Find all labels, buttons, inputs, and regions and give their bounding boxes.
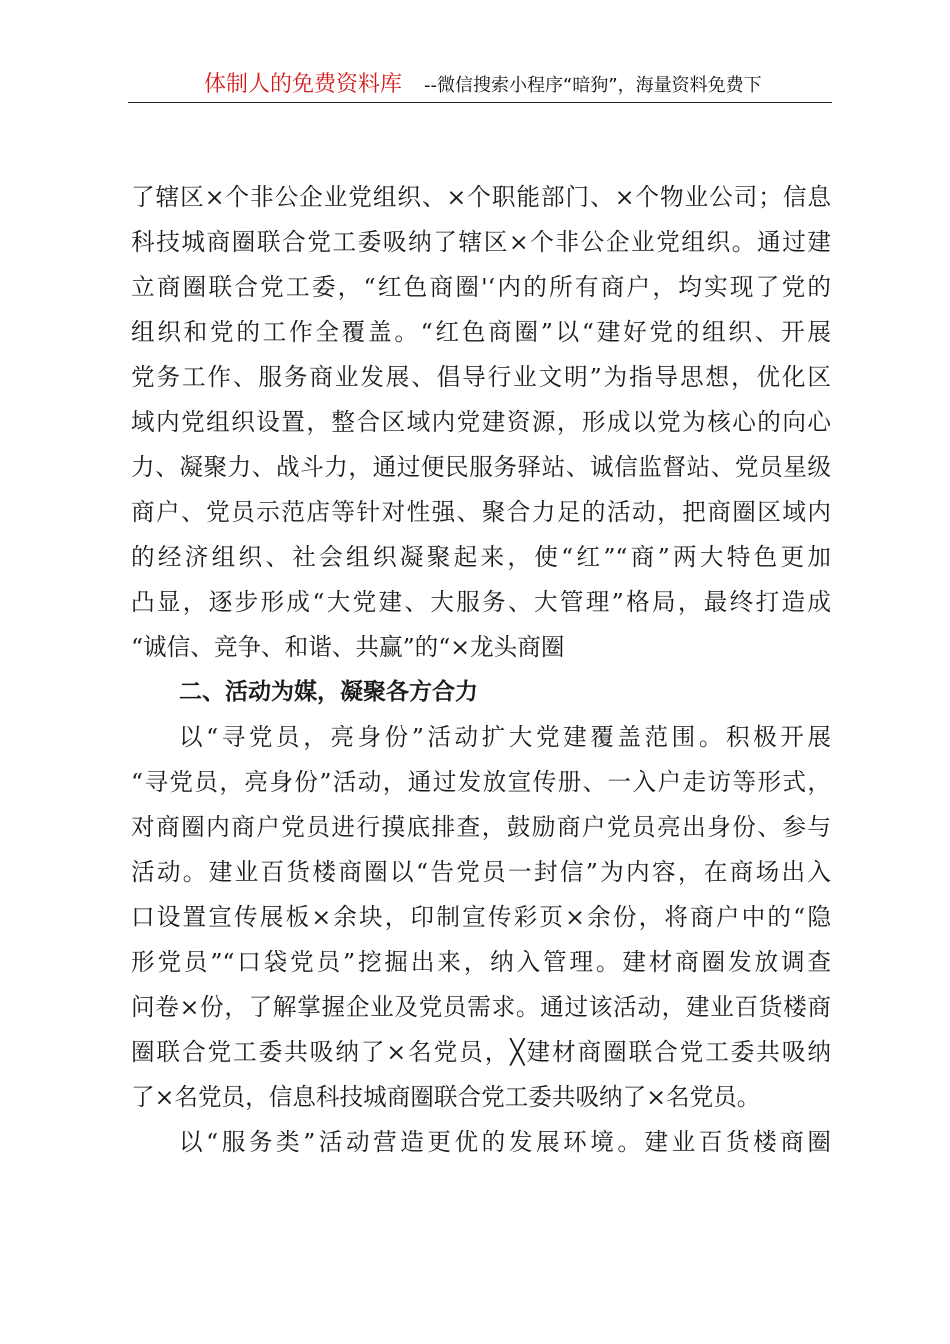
body-line: 的经济组织、社会组织凝聚起来，使“红”“商”两大特色更加: [131, 543, 831, 571]
paragraph-line: 形党员”“口袋党员”挖掘出来，纳入管理。建材商圈发放调查: [131, 948, 831, 976]
body-line: 党务工作、服务商业发展、倡导行业文明”为指导思想，优化区: [131, 363, 831, 391]
body-line: 了辖区×个非公企业党组织、×个职能部门、×个物业公司；信息: [131, 183, 831, 211]
paragraph-line: 圈联合党工委共吸纳了×名党员，╳建材商圈联合党工委共吸纳: [131, 1038, 831, 1066]
document-body: [131, 175, 831, 1165]
paragraph-line: 问卷×份，了解掌握企业及党员需求。通过该活动，建业百货楼商: [131, 993, 831, 1021]
paragraph-line: “寻党员，亮身份”活动，通过发放宣传册、一入户走访等形式，: [131, 768, 831, 796]
paragraph-line: 对商圈内商户党员进行摸底排查，鼓励商户党员亮出身份、参与: [131, 813, 831, 841]
page-header: [128, 70, 832, 103]
body-line: 科技城商圈联合党工委吸纳了辖区×个非公企业党组织。通过建: [131, 228, 831, 256]
body-line: 组织和党的工作全覆盖。“红色商圈”以“建好党的组织、开展: [131, 318, 831, 346]
body-line: “诚信、竞争、和谐、共赢”的“×龙头商圈: [131, 633, 565, 661]
paragraph-line: 了×名党员，信息科技城商圈联合党工委共吸纳了×名党员。: [131, 1083, 761, 1111]
section-heading: 二、活动为媒，凝聚各方合力: [179, 679, 478, 705]
paragraph-line: 以“服务类”活动营造更优的发展环境。建业百货楼商圈: [179, 1128, 831, 1156]
body-line: 立商圈联合党工委，“红色商圈'‘内的所有商户，均实现了党的: [131, 273, 831, 301]
header-brand: 体制人的免费资料库: [204, 72, 403, 97]
header-tagline: --微信搜索小程序“暗狗”，海量资料免费下: [424, 75, 762, 96]
body-line: 凸显，逐步形成“大党建、大服务、大管理”格局，最终打造成: [131, 588, 831, 616]
paragraph-line: 以“寻党员，亮身份”活动扩大党建覆盖范围。积极开展: [179, 723, 831, 751]
paragraph-line: 活动。建业百货楼商圈以“告党员一封信”为内容，在商场出入: [131, 858, 831, 886]
body-line: 商户、党员示范店等针对性强、聚合力足的活动，把商圈区域内: [131, 498, 831, 526]
paragraph-line: 口设置宣传展板×余块，印制宣传彩页×余份，将商户中的“隐: [131, 903, 831, 931]
body-line: 域内党组织设置，整合区域内党建资源，形成以党为核心的向心: [131, 408, 831, 436]
body-line: 力、凝聚力、战斗力，通过便民服务驿站、诚信监督站、党员星级: [131, 453, 831, 481]
